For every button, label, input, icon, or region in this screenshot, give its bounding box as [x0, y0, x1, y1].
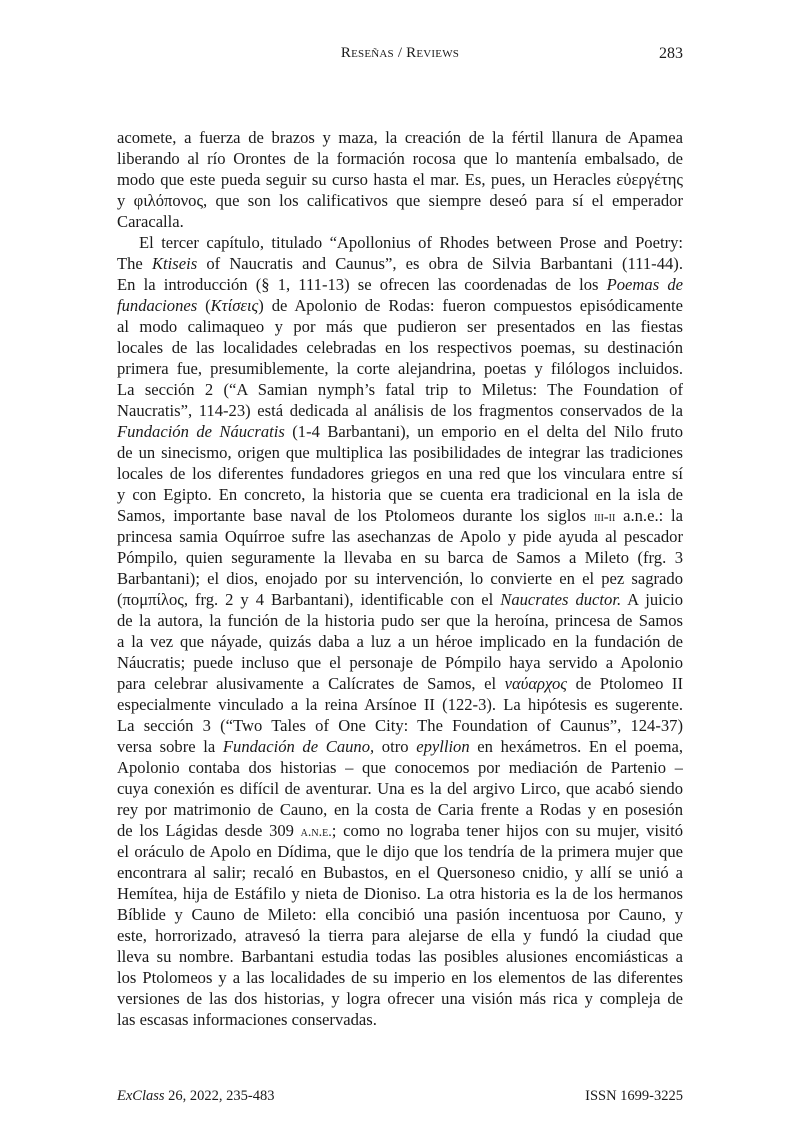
text-line — [117, 400, 683, 421]
text-segment: para celebrar alusivamente a Calícrates de Samos, el — [117, 674, 505, 693]
text-line — [117, 484, 683, 505]
text-line — [117, 232, 683, 253]
text-line — [117, 379, 683, 400]
text-line — [117, 337, 683, 358]
page-number: 283 — [659, 45, 683, 62]
text-line — [117, 547, 683, 568]
text-line — [117, 925, 683, 946]
text-segment: a la vez que náyade, quizás daba a luz a un héroe implicado en la fundación de — [117, 632, 683, 651]
italic-text: Fundación de Cauno, — [222, 737, 375, 756]
text-segment: de un sinecismo, origen que multiplica las posibilidades de integrar las tradiciones — [117, 443, 683, 462]
text-segment: versa sobre la — [117, 737, 223, 756]
text-segment: locales de las localidades celebradas en los respectivos poemas, su destinación — [117, 338, 683, 357]
text-segment: Caracalla. — [117, 212, 184, 231]
text-line — [117, 715, 683, 736]
text-segment: de Ptolomeo II — [567, 674, 683, 693]
text-segment: La sección 3 (“Two Tales of One City: The Foundation of Caunus”, 124-37) — [117, 716, 683, 735]
text-line — [117, 148, 683, 169]
italic-text: Naucrates ductor. — [500, 590, 622, 609]
italic-text: epyllion — [416, 737, 470, 756]
text-segment: encontrara al salir; recaló en Bubastos, en el Quersoneso cnidio, y allí se unió a — [117, 863, 683, 882]
text-line — [117, 883, 683, 904]
journal-citation — [117, 1088, 275, 1105]
text-line — [117, 799, 683, 820]
text-line — [117, 652, 683, 673]
text-segment: liberando al río Orontes de la formación rocosa que lo mantenía embalsado, de — [117, 149, 683, 168]
text-segment: otro — [374, 737, 417, 756]
text-segment: ( — [197, 296, 211, 315]
text-line — [117, 505, 683, 526]
text-line — [117, 127, 683, 148]
text-segment: locales de los diferentes fundadores griegos en una red que los vinculara entre sí — [117, 464, 683, 483]
text-line — [117, 778, 683, 799]
text-line — [117, 694, 683, 715]
running-title: Reseñas / Reviews — [340, 45, 460, 61]
text-segment: cuya conexión es difícil de aventurar. Una es la del argivo Lirco, que acabó siendo — [117, 779, 683, 798]
italic-text: Ktiseis — [151, 254, 198, 273]
journal-name: ExClass — [117, 1088, 165, 1104]
text-segment: Naucratis”, 114-23) está dedicada al análisis de los fragmentos conservados de la — [117, 401, 683, 420]
text-line — [117, 589, 683, 610]
text-line — [117, 211, 683, 232]
italic-text: Fundación de Náucratis — [117, 422, 285, 441]
text-segment: lleva su nombre. Barbantani estudia todas las posibles alusiones encomiásticas a — [117, 947, 683, 966]
issn: ISSN 1699-3225 — [585, 1088, 683, 1104]
text-segment: las escasas informaciones conservadas. — [117, 1010, 377, 1029]
small-caps-text: iii-ii — [593, 509, 616, 525]
text-segment: Náucratis; puede incluso que el personaje de Pómpilo haya servido a Apolonio — [117, 653, 683, 672]
text-segment: especialmente vinculado a la reina Arsínoe II (122-3). La hipótesis es sugerente. — [117, 695, 683, 714]
italic-text: Poemas de — [606, 275, 683, 294]
text-line — [117, 946, 683, 967]
text-segment: Apolonio contaba dos historias – que conocemos por mediación de Partenio – — [117, 758, 683, 777]
text-line — [117, 358, 683, 379]
text-segment: rey por matrimonio de Cauno, en la costa de Caria frente a Rodas y en posesión — [117, 800, 683, 819]
text-line — [117, 526, 683, 547]
text-segment: modo que este pueda seguir su curso hasta el mar. Es, pues, un Heracles εὐεργέτης — [117, 170, 683, 189]
text-segment: La sección 2 (“A Samian nymph’s fatal trip to Miletus: The Foundation of — [117, 380, 683, 399]
text-segment: (πομπίλος, frg. 2 y 4 Barbantani), identificable con el — [117, 590, 501, 609]
text-line — [117, 274, 683, 295]
text-segment: Pómpilo, quien seguramente la llevaba en su barca de Samos a Mileto (frg. 3 — [117, 548, 683, 567]
text-line — [117, 1009, 683, 1030]
text-segment: Hemítea, hija de Estáfilo y nieta de Dioniso. La otra historia es la de los hermanos — [117, 884, 683, 903]
text-segment: ) de Apolonio de Rodas: fueron compuestos episódicamente — [258, 296, 683, 315]
italic-text: Κτίσεις — [210, 296, 259, 315]
text-segment: En la introducción (§ 1, 111-13) se ofrecen las coordenadas de los — [117, 275, 607, 294]
text-segment: The — [117, 254, 152, 273]
text-line — [117, 736, 683, 757]
text-segment: este, horrorizado, atravesó la tierra para alejarse de ella y fundó la ciudad que — [117, 926, 683, 945]
italic-text: fundaciones — [117, 296, 198, 315]
text-segment: en hexámetros. En el poema, — [469, 737, 683, 756]
text-segment: acomete, a fuerza de brazos y maza, la creación de la fértil llanura de Apamea — [117, 128, 683, 147]
text-line — [117, 862, 683, 883]
small-caps-text: a.n.e. — [300, 824, 332, 840]
page-header — [117, 45, 683, 67]
text-segment: los Ptolomeos y a las localidades de su imperio en los elementos de las diferentes — [117, 968, 683, 987]
volume-info: 26, 2022, 235-483 — [164, 1088, 275, 1104]
text-segment: (1-4 Barbantani), un emporio en el delta del Nilo fruto — [284, 422, 683, 441]
text-segment: princesa samia Oquírroe sufre las asechanzas de Apolo y pide ayuda al pescador — [117, 527, 683, 546]
text-line — [117, 169, 683, 190]
text-segment: ; como no lograba tener hijos con su mujer, visitó — [331, 821, 683, 840]
text-line — [117, 610, 683, 631]
text-segment: y φιλόπονος, que son los calificativos que siempre deseó para sí el emperador — [117, 191, 683, 210]
text-segment: Bíblide y Cauno de Mileto: ella concibió una pasión incentuosa por Cauno, y — [117, 905, 683, 924]
text-line — [117, 295, 683, 316]
text-segment: El tercer capítulo, titulado “Apollonius of Rhodes between Prose and Poetry: — [139, 233, 683, 252]
text-line — [117, 673, 683, 694]
text-segment: primera fue, presumiblemente, la corte alejandrina, poetas y filólogos incluidos. — [117, 359, 683, 378]
text-segment: Samos, importante base naval de los Ptolomeos durante los siglos — [117, 506, 594, 525]
text-line — [117, 421, 683, 442]
text-line — [117, 253, 683, 274]
text-line — [117, 316, 683, 337]
text-line — [117, 904, 683, 925]
text-line — [117, 463, 683, 484]
text-segment: Barbantani); el dios, enojado por su intervención, lo convierte en el pez sagrado — [117, 569, 683, 588]
text-segment: de los Lágidas desde 309 — [117, 821, 301, 840]
text-line — [117, 442, 683, 463]
text-segment: versiones de las dos historias, y logra ofrecer una visión más rica y compleja de — [117, 989, 683, 1008]
text-segment: a.n.e.: la — [615, 506, 683, 525]
text-segment: el oráculo de Apolo en Dídima, que le dijo que los tendría de la primera mujer que — [117, 842, 683, 861]
text-segment: of Naucratis and Caunus”, es obra de Silvia Barbantani (111-44). — [197, 254, 683, 273]
text-segment: y con Egipto. En concreto, la historia que se cuenta era tradicional en la isla de — [117, 485, 683, 504]
text-line — [117, 568, 683, 589]
text-segment: de la autora, la función de la historia pudo ser que la heroína, princesa de Samos — [117, 611, 683, 630]
text-line — [117, 190, 683, 211]
text-line — [117, 757, 683, 778]
article-body — [117, 127, 683, 1030]
text-line — [117, 988, 683, 1009]
text-segment: A juicio — [621, 590, 683, 609]
italic-text: ναύαρχος — [504, 674, 568, 693]
text-line — [117, 631, 683, 652]
text-line — [117, 967, 683, 988]
text-line — [117, 820, 683, 841]
text-segment: al modo calimaqueo y por más que pudieron ser presentados en las fiestas — [117, 317, 683, 336]
text-line — [117, 841, 683, 862]
